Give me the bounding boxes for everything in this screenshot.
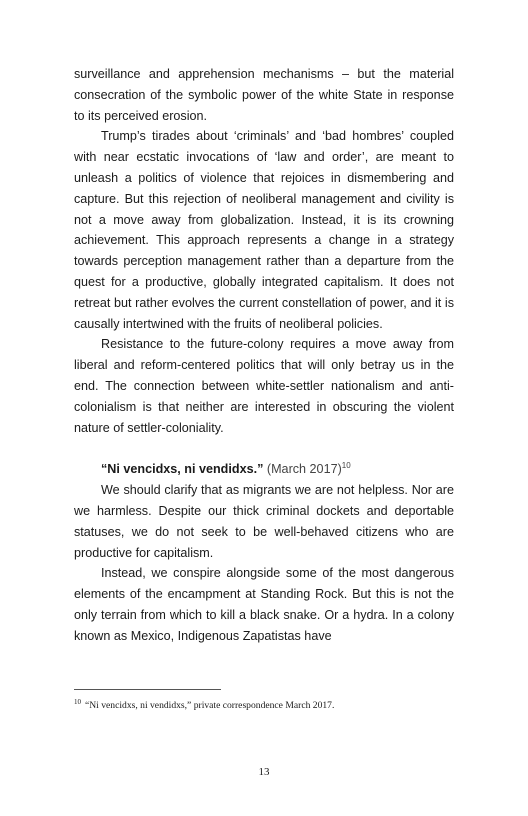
paragraph-1: surveillance and apprehension mechanisms – but the material consecration of the symbolic power of the white State in response to its perceived erosion. [74,67,454,123]
paragraph-5: Instead, we conspire alongside some of the most dangerous elements of the encampment at Standing Rock. But this is not the only terrain from which to kill a black snake. Or a hydra. In a colony known as Mexico, Indigenous Zapatistas have [74,566,454,643]
footnote-reference[interactable]: 10 [341,461,351,471]
footnote-divider [74,689,221,690]
footnote [74,697,454,712]
main-text [74,64,454,647]
footnote-text: “Ni vencidxs, ni vendidxs,” private correspondence March 2017. [85,700,335,711]
page-number: 13 [258,766,270,778]
paragraph-3: Resistance to the future-colony requires a move away from liberal and reform-centered politics that will only betray us in the end. The connection between white-settler nationalism and anti-colonialism is that neither are interested in obscuring the violent nature of settler-coloniality. [74,337,454,435]
paragraph-4: We should clarify that as migrants we are not helpless. Nor are we harmless. Despite our thick criminal dockets and deportable statuses, we do not seek to be well-behaved citizens who are productive for capitalism. [74,483,454,560]
footnote-number: 10 [74,697,81,706]
section-heading [74,459,454,480]
section-date: (March 2017) [266,462,342,477]
section-spacer [74,438,454,459]
section-title: “Ni vencidxs, ni vendidxs.” [101,462,264,477]
paragraph-2: Trump’s tirades about ‘criminals’ and ‘bad hombres’ coupled with near ecstatic invocations of ‘law and order’, are meant to unleash a politics of violence that rejoices in dismembering and capture. But this rejection of neoliberal management and civility is not a move away from globalization. Instead, it is its crowning achievement. This approach represents a change in a strategy towards perception management rather than a departure from the quest for a productive, globally integrated capitalism. It does not retreat but rather evolves the current constellation of power, and it is causally intertwined with the fruits of neoliberal policies. [74,129,454,331]
